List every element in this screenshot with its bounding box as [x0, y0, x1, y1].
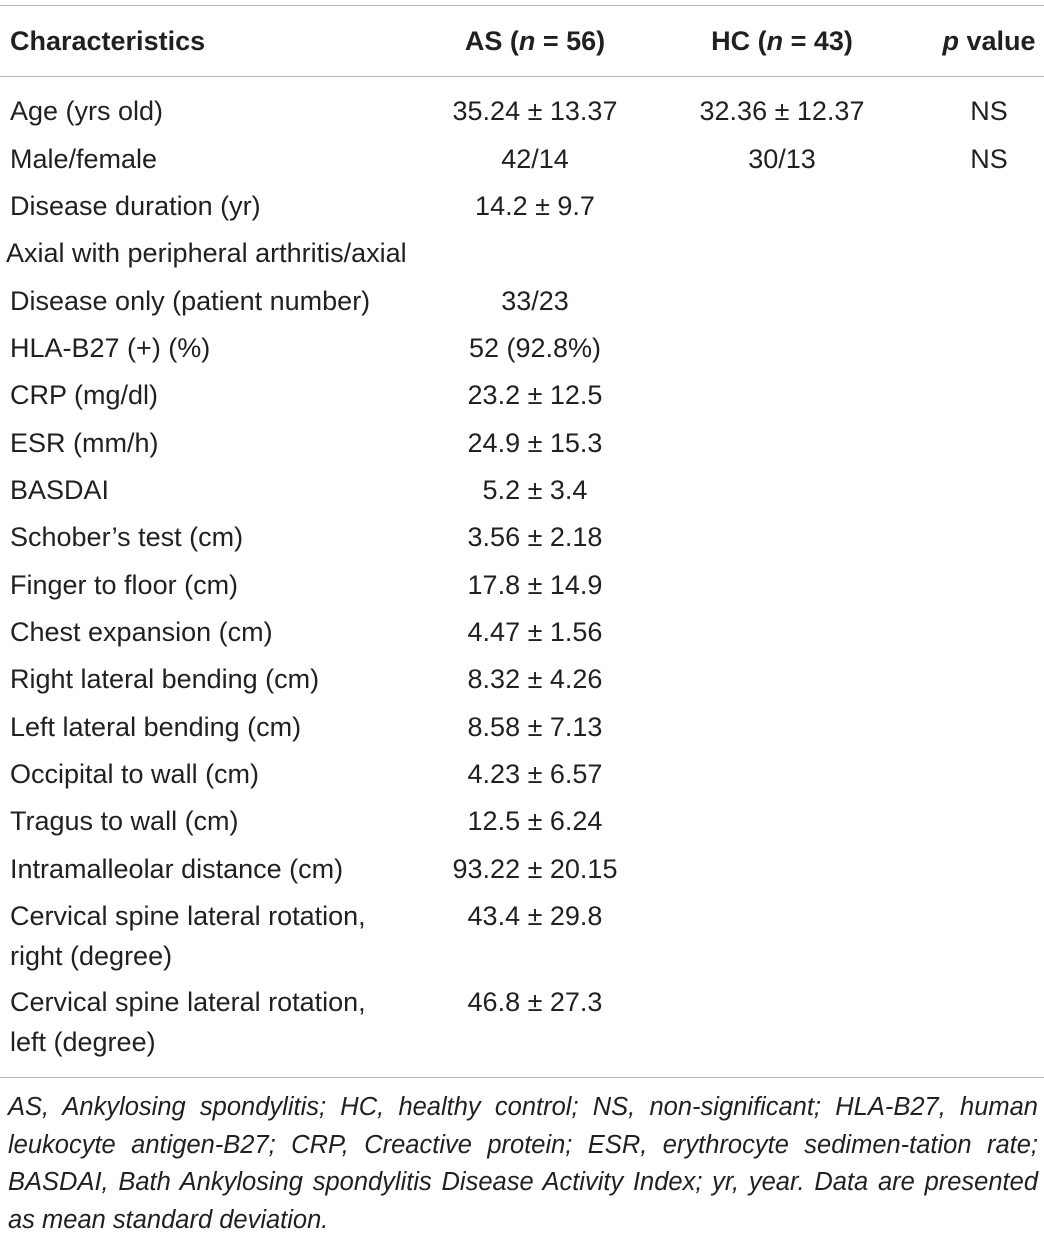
header-hc-prefix: HC ( — [711, 26, 767, 56]
row-label: Axial with peripheral arthritis/axial — [6, 238, 407, 268]
header-as-prefix: AS ( — [464, 26, 519, 56]
header-characteristics-label: Characteristics — [10, 26, 206, 56]
header-p: p — [942, 26, 959, 56]
row-hc-value: 30/13 — [748, 144, 816, 174]
row-label: Disease only (patient number) — [10, 286, 371, 316]
row-as-value: 4.47 ± 1.56 — [467, 617, 603, 647]
row-label: HLA-B27 (+) (%) — [10, 333, 211, 363]
row-label: Right lateral bending (cm) — [10, 664, 320, 694]
row-as-value: 24.9 ± 15.3 — [467, 428, 603, 458]
row-label: ESR (mm/h) — [10, 428, 159, 458]
row-label: Occipital to wall (cm) — [10, 759, 260, 789]
header-bottom-rule — [0, 76, 1044, 77]
header-hc-suffix: = 43) — [783, 26, 853, 56]
row-label: Intramalleolar distance (cm) — [10, 854, 344, 884]
row-label: Schober’s test (cm) — [10, 522, 244, 552]
row-label: BASDAI — [10, 475, 110, 505]
row-as-value: 12.5 ± 6.24 — [467, 806, 603, 836]
row-label-continuation: right (degree) — [10, 941, 173, 971]
header-characteristics — [10, 25, 205, 57]
row-label: CRP (mg/dl) — [10, 380, 159, 410]
row-as-value: 17.8 ± 14.9 — [467, 570, 603, 600]
row-label-continuation: left (degree) — [10, 1027, 156, 1057]
row-p-value: NS — [970, 144, 1008, 174]
row-label: Tragus to wall (cm) — [10, 806, 239, 836]
row-as-value: 42/14 — [501, 144, 569, 174]
header-p-value — [935, 25, 1043, 57]
header-hc-n: n — [766, 26, 784, 56]
row-as-value: 8.58 ± 7.13 — [467, 712, 603, 742]
row-as-value: 46.8 ± 27.3 — [467, 987, 603, 1017]
row-as-value: 52 (92.8%) — [468, 333, 602, 363]
row-label: Male/female — [10, 144, 158, 174]
row-as-value: 35.24 ± 13.37 — [452, 96, 618, 126]
row-label: Age (yrs old) — [10, 96, 164, 126]
row-as-value: 43.4 ± 29.8 — [467, 901, 603, 931]
row-as-value: 14.2 ± 9.7 — [475, 191, 595, 221]
row-as-value: 8.32 ± 4.26 — [467, 664, 603, 694]
table-bottom-rule — [0, 1077, 1044, 1078]
header-as — [425, 25, 645, 57]
row-p-value: NS — [970, 96, 1008, 126]
row-as-value: 93.22 ± 20.15 — [452, 854, 618, 884]
row-label: Chest expansion (cm) — [10, 617, 273, 647]
row-label: Disease duration (yr) — [10, 191, 261, 221]
row-hc-value: 32.36 ± 12.37 — [699, 96, 865, 126]
table-footnote: AS, Ankylosing spondylitis; HC, healthy control; NS, non-significant; HLA-B27, human leukocyte antigen-B27; CRP, Creactive protein; ESR, erythrocyte sedimen-tation rate; BASDAI, Bath Ankylosing spondylitis Disease Activity Index; yr, year. Data are presented as mean standard deviation. — [8, 1093, 1038, 1234]
header-as-suffix: = 56) — [535, 26, 606, 56]
row-label: Left lateral bending (cm) — [10, 712, 302, 742]
header-p-suffix: value — [958, 26, 1036, 56]
row-as-value: 5.2 ± 3.4 — [482, 475, 588, 505]
row-as-value: 3.56 ± 2.18 — [467, 522, 603, 552]
row-label: Cervical spine lateral rotation, — [10, 987, 366, 1017]
row-label: Cervical spine lateral rotation, — [10, 901, 366, 931]
header-as-n: n — [518, 26, 536, 56]
row-as-value: 33/23 — [501, 286, 569, 316]
row-label: Finger to floor (cm) — [10, 570, 239, 600]
header-hc — [672, 25, 892, 57]
row-as-value: 4.23 ± 6.57 — [467, 759, 603, 789]
table-top-rule — [0, 5, 1044, 6]
row-as-value: 23.2 ± 12.5 — [467, 380, 603, 410]
